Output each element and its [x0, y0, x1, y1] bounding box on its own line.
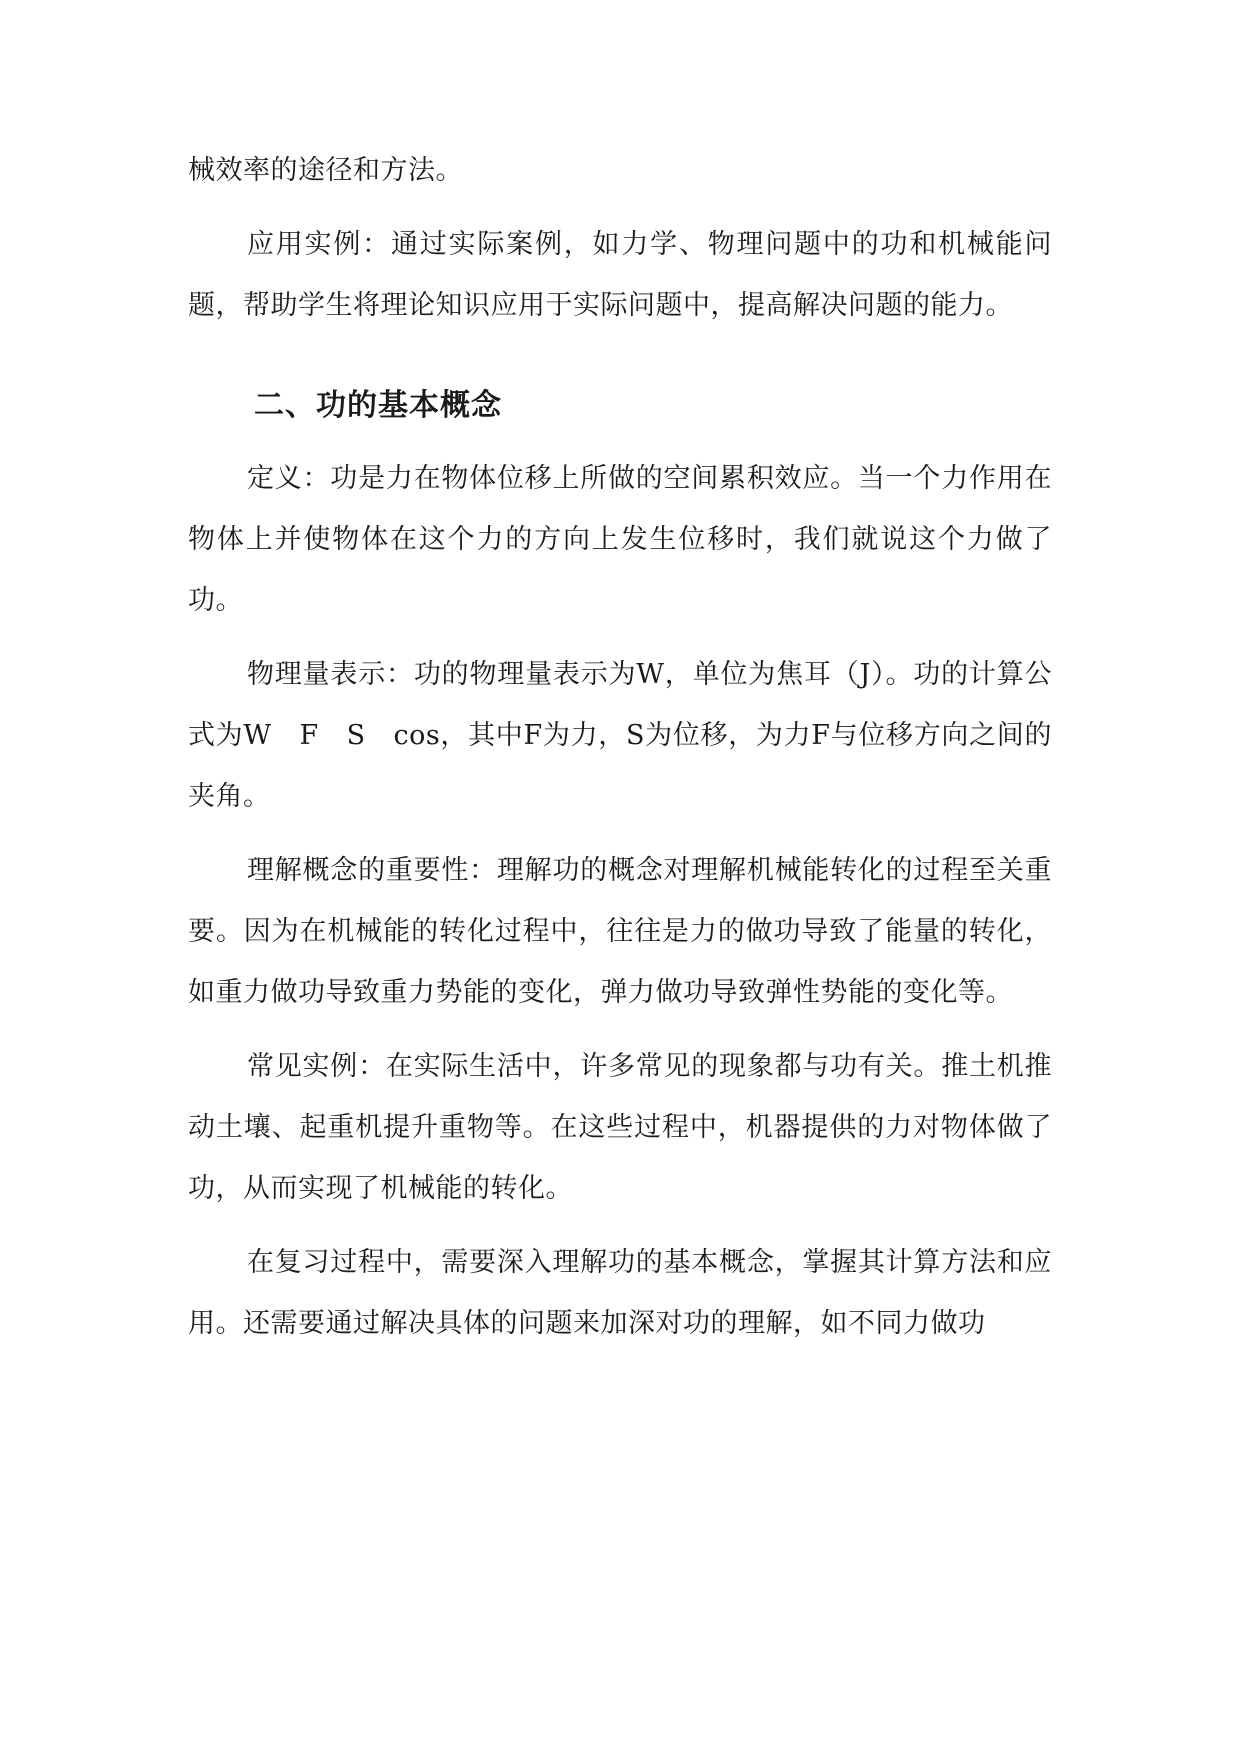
- paragraph-physical-quantity: 物理量表示：功的物理量表示为W，单位为焦耳（J）。功的计算公式为W F S cos，其中F为力，S为位移，为力F与位移方向之间的夹角。: [188, 659, 1052, 812]
- paragraph-importance: 理解概念的重要性：理解功的概念对理解机械能转化的过程至关重要。因为在机械能的转化过程中，往往是力的做功导致了能量的转化，如重力做功导致重力势能的变化，弹力做功导致弹性势能的变化等。: [188, 855, 1052, 1008]
- paragraph-review: 在复习过程中，需要深入理解功的基本概念，掌握其计算方法和应用。还需要通过解决具体的问题来加深对功的理解，如不同力做功: [188, 1247, 1052, 1339]
- paragraph-continuation: 械效率的途径和方法。: [188, 155, 463, 186]
- paragraph-common-examples: 常见实例：在实际生活中，许多常见的现象都与功有关。推土机推动土壤、起重机提升重物等。在这些过程中，机器提供的力对物体做了功，从而实现了机械能的转化。: [188, 1051, 1052, 1204]
- paragraph-definition: 定义：功是力在物体位移上所做的空间累积效应。当一个力作用在物体上并使物体在这个力的方向上发生位移时，我们就说这个力做了功。: [188, 463, 1052, 616]
- paragraph-application-examples: 应用实例：通过实际案例，如力学、物理问题中的功和机械能问题，帮助学生将理论知识应用于实际问题中，提高解决问题的能力。: [188, 229, 1052, 321]
- document-body: [188, 140, 1052, 1354]
- section-heading: 二、功的基本概念: [254, 388, 502, 423]
